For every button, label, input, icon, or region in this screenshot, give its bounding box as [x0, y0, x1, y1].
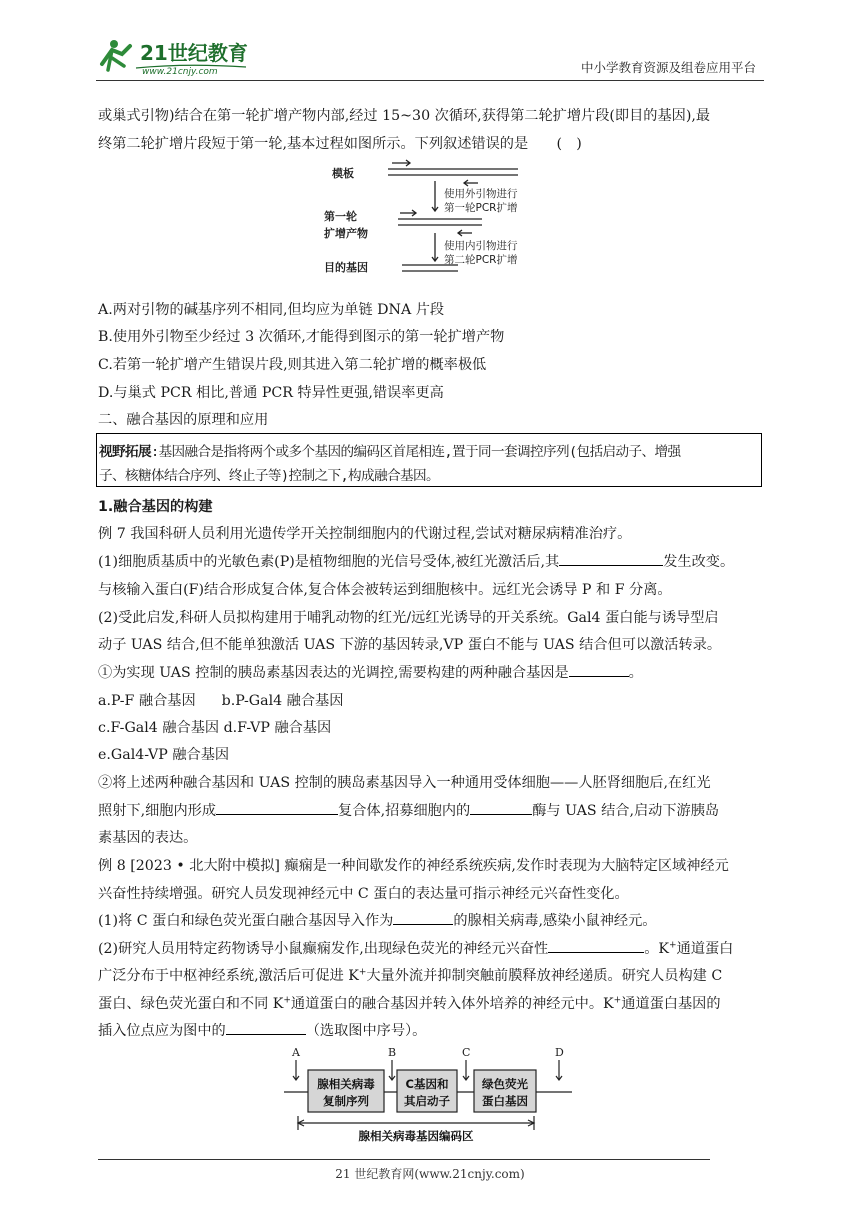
ex8-q1	[98, 910, 657, 930]
step1-line1: 使用外引物进行	[444, 188, 518, 200]
ex7-q1-text-b: 发生改变。	[663, 554, 735, 570]
ex7-q1-line2: 与核输入蛋白(F)结合形成复合体,复合体会被转运到细胞核中。远红光会诱导 P 和 F 分离。	[98, 582, 672, 598]
gene-construct-diagram	[276, 1044, 596, 1148]
ex8-q2-text-a: (2)研究人员用特定药物诱导小鼠癫痫发作,出现绿色荧光的神经元兴奋性	[98, 941, 549, 957]
page-footer: 21 世纪教育网(www.21cnjy.com)	[335, 1167, 525, 1181]
step2-line1: 使用内引物进行	[444, 240, 518, 252]
ex7-opt-a: a.P-F 融合基因	[98, 693, 196, 709]
ex7-q2-line6: 素基因的表达。	[98, 830, 198, 846]
region-label: 腺相关病毒基因编码区	[358, 1129, 474, 1143]
ex8-q2-text-b2: 通道蛋白	[676, 941, 734, 957]
ex8-q2-text-c: 广泛分布于中枢神经系统,激活后可促进 K	[98, 968, 359, 984]
subsection-title: 1.融合基因的构建	[98, 499, 213, 515]
sup-plus: +	[613, 995, 622, 1006]
ex8-q2-text-e1: 插入位点应为图中的	[98, 1023, 226, 1039]
site-b-label: B	[388, 1046, 397, 1059]
expand-box-line2: 子、核糖体结合序列、终止子等)控制之下,构成融合基因。	[99, 468, 440, 484]
option-b: B.使用外引物至少经过 3 次循环,才能得到图示的第一轮扩增产物	[98, 329, 505, 345]
ex7-option-row1	[98, 690, 343, 710]
label-first-round: 第一轮	[324, 210, 357, 223]
ex7-option-row2: c.F-Gal4 融合基因 d.F-VP 融合基因	[98, 720, 332, 736]
ex7-q2-line3	[98, 662, 643, 682]
answer-blank[interactable]	[569, 662, 629, 677]
intro-line-1: 或巢式引物)结合在第一轮扩增产物内部,经过 15~30 次循环,获得第二轮扩增片段(即目的基因),最	[98, 108, 711, 124]
page-header	[96, 36, 760, 82]
label-target-gene: 目的基因	[324, 261, 368, 274]
box2-line1: C基因和	[405, 1077, 449, 1091]
option-c: C.若第一轮扩增产生错误片段,则其进入第二轮扩增的概率极低	[98, 357, 487, 373]
step2-line2: 第二轮PCR扩增	[444, 254, 518, 266]
ex7-q2-line1: (2)受此启发,科研人员拟构建用于哺乳动物的红光/远红光诱导的开关系统。Gal4 蛋白能与诱导型启	[98, 610, 719, 626]
ex7-q2e-text3: 酶与 UAS 结合,启动下游胰岛	[532, 803, 720, 819]
pcr-diagram	[318, 157, 558, 283]
ex8-q1-text-b: 的腺相关病毒,感染小鼠神经元。	[453, 913, 657, 929]
expand-box-line1: :基因融合是指将两个或多个基因的编码区首尾相连,置于同一套调控序列(包括启动子、增强	[150, 444, 681, 460]
intro-line-2: 终第二轮扩增片段短于第一轮,基本过程如图所示。下列叙述错误的是 ( )	[98, 136, 582, 152]
site-a-label: A	[292, 1046, 300, 1059]
ex8-q2-line3	[98, 993, 721, 1013]
ex7-q2-line5	[98, 800, 719, 820]
box2-line2: 其启动子	[404, 1094, 450, 1108]
ex7-q1-line1	[98, 551, 734, 571]
answer-blank[interactable]	[393, 910, 453, 925]
step1-line2: 第一轮PCR扩增	[444, 202, 518, 214]
ex7-q2-text: ①为实现 UAS 控制的胰岛素基因表达的光调控,需要构建的两种融合基因是	[98, 665, 569, 681]
ex8-q2-text-d3: 通道蛋白基因的	[621, 996, 721, 1012]
logo-text: 21世纪教育	[140, 41, 248, 65]
ex7-q2-period: 。	[628, 665, 643, 681]
sup-plus: +	[283, 995, 291, 1006]
sup-plus: +	[669, 940, 677, 951]
ex8-q2-text-b: 。K	[644, 941, 670, 957]
label-template: 模板	[332, 167, 354, 180]
ex7-q2e-text2: 复合体,招募细胞内的	[338, 803, 471, 819]
answer-blank[interactable]	[216, 800, 338, 815]
ex8-q2-line1	[98, 938, 733, 958]
header-divider	[96, 80, 764, 81]
section-title: 二、融合基因的原理和应用	[98, 412, 269, 428]
ex7-intro: 例 7 我国科研人员利用光遗传学开关控制细胞内的代谢过程,尝试对糖尿病精准治疗。	[98, 526, 632, 542]
answer-blank[interactable]	[226, 1020, 306, 1035]
ex8-q2-line2	[98, 965, 722, 985]
platform-name: 中小学教育资源及组卷应用平台	[580, 60, 756, 75]
option-a: A.两对引物的碱基序列不相同,但均应为单链 DNA 片段	[98, 302, 445, 318]
ex7-q2e-text1: 照射下,细胞内形成	[98, 803, 217, 819]
answer-blank[interactable]	[470, 800, 532, 815]
expand-box	[96, 433, 762, 487]
label-first-product: 扩增产物	[324, 227, 368, 240]
ex8-q2-text-d2: 通道蛋白的融合基因并转入体外培养的神经元中。K	[290, 996, 614, 1012]
ex8-intro-1: 例 8 [2023 • 北大附中模拟] 癫痫是一种间歇发作的神经系统疾病,发作时表现为大脑特定区域神经元	[98, 858, 729, 874]
ex7-q2-line2: 动子 UAS 结合,但不能单独激活 UAS 下游的基因转录,VP 蛋白不能与 UAS 结合但可以激活转录。	[98, 637, 722, 653]
ex8-q2-line4	[98, 1020, 426, 1040]
ex8-q1-text-a: (1)将 C 蛋白和绿色荧光蛋白融合基因导入作为	[98, 913, 394, 929]
site-c-label: C	[462, 1046, 471, 1059]
ex7-opt-b: b.P-Gal4 融合基因	[221, 693, 344, 709]
expand-box-title: 视野拓展	[99, 444, 151, 460]
option-d: D.与巢式 PCR 相比,普通 PCR 特异性更强,错误率更高	[98, 385, 444, 401]
logo-url: www.21cnjy.com	[142, 67, 218, 77]
box1-line2: 复制序列	[323, 1094, 369, 1108]
ex7-q2-line4: ②将上述两种融合基因和 UAS 控制的胰岛素基因导入一种通用受体细胞——人胚肾细胞后,在红光	[98, 775, 711, 791]
ex8-q2-text-d: 蛋白、绿色荧光蛋白和不同 K	[98, 996, 284, 1012]
ex8-q2-text-e2: （选取图中序号）。	[305, 1023, 427, 1039]
sup-plus: +	[358, 967, 367, 978]
ex7-q1-text-a: (1)细胞质基质中的光敏色素(P)是植物细胞的光信号受体,被红光激活后,其	[98, 554, 560, 570]
box3-line1: 绿色荧光	[482, 1077, 528, 1091]
answer-blank[interactable]	[559, 551, 663, 566]
ex8-q2-text-c2: 大量外流并抑制突触前膜释放神经递质。研究人员构建 C	[366, 968, 723, 984]
ex8-intro-2: 兴奋性持续增强。研究人员发现神经元中 C 蛋白的表达量可指示神经元兴奋性变化。	[98, 886, 629, 902]
site-logo	[96, 36, 266, 78]
box3-line2: 蛋白基因	[482, 1094, 528, 1108]
site-d-label: D	[555, 1046, 564, 1059]
ex7-option-row3: e.Gal4-VP 融合基因	[98, 747, 230, 763]
answer-blank[interactable]	[548, 938, 644, 953]
box1-line1: 腺相关病毒	[317, 1077, 375, 1091]
footer-divider	[98, 1159, 710, 1160]
